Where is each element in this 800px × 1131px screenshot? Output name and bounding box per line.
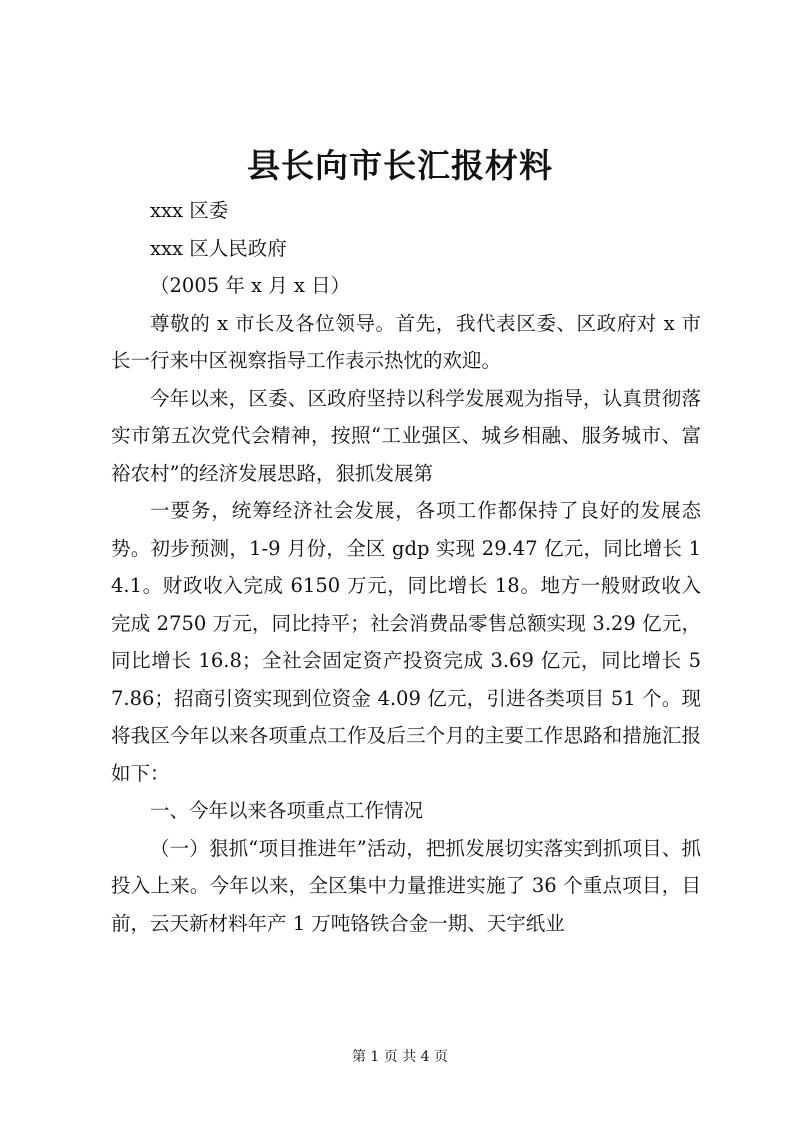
document-body [111, 192, 701, 942]
addressee-district-committee: xxx 区委 [150, 199, 229, 222]
section-heading-1: 一、今年以来各项重点工作情况 [150, 799, 424, 822]
page-footer: 第 1 页 共 4 页 [351, 1049, 449, 1065]
document-date: （2005 年 x 月 x 日） [150, 274, 351, 297]
document-title: 县长向市长汇报材料 [247, 146, 553, 185]
greeting-paragraph: 尊敬的 x 市长及各位领导。首先，我代表区委、区政府对 x 市长一行来中区视察指导工作表示热忱的欢迎。 [111, 311, 701, 372]
statistics-paragraph: 一要务，统筹经济社会发展，各项工作都保持了良好的发展态势。初步预测，1-9 月份，全区 gdp 实现 29.47 亿元，同比增长 14.1。财政收入完成 6150 万元，同比增长 18。地方一般财政收入完成 2750 万元，同比持平；社会消费品零售总额实现 3.29 亿元，同比增长 16.8；全社会固定资产投资完成 3.69 亿元，同比增长 57.86；招商引资实现到位资金 4.09 亿元，引进各类项目 51 个。现将我区今年以来各项重点工作及后三个月的主要工作思路和措施汇报如下： [111, 499, 701, 785]
intro-paragraph: 今年以来，区委、区政府坚持以科学发展观为指导，认真贯彻落实市第五次党代会精神，按照“工业强区、城乡相融、服务城市、富裕农村”的经济发展思路，狠抓发展第 [111, 386, 701, 485]
addressee-district-government: xxx 区人民政府 [150, 236, 287, 260]
subsection-paragraph-1: （一）狠抓“项目推进年”活动，把抓发展切实落实到抓项目、抓投入上来。今年以来，全区集中力量推进实施了 36 个重点项目，目前，云天新材料年产 1 万吨铬铁合金一期、天宇纸业 [111, 836, 701, 935]
